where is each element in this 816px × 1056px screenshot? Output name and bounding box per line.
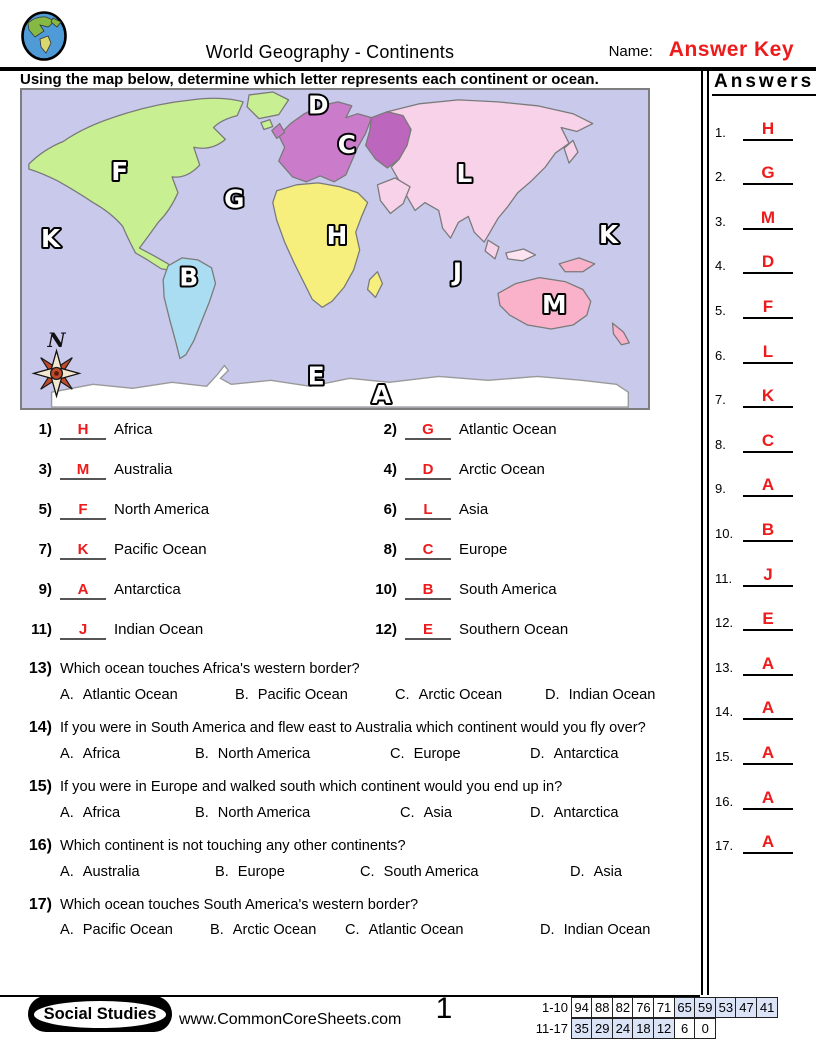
answer-blank bbox=[743, 655, 793, 676]
option-text: Africa bbox=[82, 804, 121, 821]
answer-blank bbox=[743, 298, 793, 319]
answer-letter: A bbox=[761, 475, 775, 495]
greenland bbox=[247, 92, 288, 119]
answer-blank bbox=[743, 744, 793, 765]
question-label: Africa bbox=[114, 421, 153, 438]
answer-number: 11. bbox=[715, 570, 733, 586]
match-question bbox=[20, 621, 365, 661]
mc-option bbox=[60, 805, 195, 821]
world-map bbox=[20, 88, 650, 410]
answer-blank bbox=[60, 501, 106, 520]
grade-cell: 88 bbox=[591, 997, 613, 1018]
answer-item bbox=[715, 274, 811, 319]
grade-cell: 12 bbox=[653, 1018, 675, 1039]
answer-item bbox=[715, 631, 811, 676]
mc-option bbox=[530, 805, 696, 821]
answer-blank bbox=[743, 209, 793, 230]
question-text: If you were in South America and flew east to Australia which continent would you fly over? bbox=[60, 719, 646, 736]
answer-letter: F bbox=[762, 296, 774, 316]
answer-blank bbox=[743, 566, 793, 587]
mc-options bbox=[60, 746, 696, 762]
grade-cell: 29 bbox=[591, 1018, 613, 1039]
question-label: Arctic Ocean bbox=[459, 461, 545, 478]
mc-option bbox=[390, 746, 530, 762]
answer-letter: D bbox=[422, 461, 434, 478]
mc-option bbox=[545, 687, 696, 703]
question-number: 7) bbox=[38, 541, 52, 558]
answer-letter: A bbox=[761, 787, 775, 807]
answer-blank bbox=[743, 387, 793, 408]
answer-key-text: Answer Key bbox=[668, 38, 794, 61]
iceland bbox=[261, 120, 273, 130]
matching-questions bbox=[20, 421, 692, 661]
answer-number: 16. bbox=[715, 793, 734, 809]
mc-question bbox=[20, 895, 696, 939]
answer-letter: G bbox=[422, 421, 434, 438]
answer-blank bbox=[743, 432, 793, 453]
answer-letter: G bbox=[761, 163, 775, 183]
mc-option bbox=[195, 746, 390, 762]
option-letter: B. bbox=[195, 745, 209, 762]
answer-number: 8. bbox=[715, 436, 726, 452]
question-number: 12) bbox=[375, 621, 397, 638]
answer-blank bbox=[743, 789, 793, 810]
option-letter: D. bbox=[530, 804, 545, 821]
option-letter: A. bbox=[60, 922, 74, 939]
answer-item bbox=[715, 497, 811, 542]
option-text: Antarctica bbox=[553, 804, 619, 821]
question-number: 6) bbox=[383, 501, 397, 518]
mc-option bbox=[195, 805, 400, 821]
answer-letter: A bbox=[761, 698, 775, 718]
answer-number: 5. bbox=[715, 302, 726, 318]
page-number: 1 bbox=[435, 992, 453, 1025]
answer-blank bbox=[743, 120, 793, 141]
mc-option bbox=[60, 864, 215, 880]
question-number: 2) bbox=[383, 421, 397, 438]
answer-letter: J bbox=[763, 564, 773, 584]
option-text: Pacific Ocean bbox=[82, 922, 173, 939]
new-zealand bbox=[613, 323, 630, 345]
answer-letter: A bbox=[761, 653, 775, 673]
answer-number: 7. bbox=[715, 392, 726, 408]
map-letter-H: H bbox=[326, 221, 348, 251]
grade-cell: 94 bbox=[571, 997, 593, 1018]
answer-item bbox=[715, 720, 811, 765]
mc-option bbox=[235, 687, 395, 703]
answer-item bbox=[715, 587, 811, 632]
continent-antarctica bbox=[52, 366, 629, 407]
answer-blank bbox=[405, 621, 451, 640]
grade-row bbox=[524, 997, 778, 1018]
answer-letter: E bbox=[422, 621, 433, 638]
option-text: Asia bbox=[593, 863, 622, 880]
option-text: Indian Ocean bbox=[563, 922, 651, 939]
answer-number: 1. bbox=[715, 124, 726, 140]
answer-blank bbox=[743, 699, 793, 720]
answer-item bbox=[715, 453, 811, 498]
answer-letter: E bbox=[762, 609, 774, 629]
option-letter: D. bbox=[540, 922, 555, 939]
question-label: Antarctica bbox=[114, 581, 181, 598]
option-text: Arctic Ocean bbox=[232, 922, 317, 939]
grade-cell: 59 bbox=[694, 997, 716, 1018]
mc-options bbox=[60, 922, 696, 938]
answer-number: 15. bbox=[715, 748, 734, 764]
answer-number: 4. bbox=[715, 258, 726, 274]
answer-letter: L bbox=[762, 341, 774, 361]
answer-item bbox=[715, 542, 811, 587]
match-question bbox=[365, 541, 692, 581]
option-text: Atlantic Ocean bbox=[368, 922, 464, 939]
question-label: Europe bbox=[459, 541, 508, 558]
mc-option bbox=[215, 864, 360, 880]
mc-options bbox=[60, 864, 696, 880]
continent-north-america bbox=[29, 98, 243, 270]
grade-range-label: 1-10 bbox=[541, 1000, 568, 1015]
option-letter: A. bbox=[60, 863, 74, 880]
answer-letter: K bbox=[77, 541, 89, 558]
grade-cell: 71 bbox=[653, 997, 675, 1018]
answer-blank bbox=[743, 610, 793, 631]
option-text: Pacific Ocean bbox=[257, 686, 348, 703]
answer-number: 3. bbox=[715, 213, 726, 229]
option-text: Europe bbox=[237, 863, 285, 880]
question-number: 13) bbox=[28, 660, 52, 677]
mc-question bbox=[20, 659, 696, 703]
page-title: World Geography - Continents bbox=[205, 42, 455, 62]
option-text: Asia bbox=[423, 804, 452, 821]
answer-blank bbox=[743, 343, 793, 364]
option-text: Australia bbox=[82, 863, 140, 880]
option-text: Atlantic Ocean bbox=[82, 686, 178, 703]
grade-cell: 6 bbox=[674, 1018, 696, 1039]
answers-panel bbox=[701, 70, 816, 995]
question-label: Southern Ocean bbox=[459, 621, 569, 638]
question-label: South America bbox=[459, 581, 557, 598]
option-letter: A. bbox=[60, 804, 74, 821]
question-number: 16) bbox=[28, 836, 52, 854]
question-text: Which ocean touches South America's western border? bbox=[60, 896, 419, 913]
question-number: 8) bbox=[383, 541, 397, 558]
question-number: 14) bbox=[28, 718, 52, 736]
question-text: If you were in Europe and walked south which continent would you end up in? bbox=[60, 778, 563, 795]
mc-option bbox=[210, 922, 345, 938]
answer-letter: K bbox=[761, 386, 775, 406]
answer-item bbox=[715, 96, 811, 141]
answer-letter: A bbox=[761, 832, 775, 852]
answer-blank bbox=[405, 461, 451, 480]
option-letter: A. bbox=[60, 686, 74, 703]
answer-blank bbox=[743, 476, 793, 497]
website-text: www.CommonCoreSheets.com bbox=[179, 1011, 402, 1028]
answer-item bbox=[715, 230, 811, 275]
answer-item bbox=[715, 810, 811, 855]
answer-number: 14. bbox=[715, 704, 734, 720]
question-number: 17) bbox=[28, 895, 52, 913]
answer-number: 10. bbox=[715, 525, 734, 541]
madagascar bbox=[368, 272, 383, 298]
answer-letter: F bbox=[78, 501, 88, 518]
match-question bbox=[20, 461, 365, 501]
question-number: 10) bbox=[375, 581, 397, 598]
match-question bbox=[20, 421, 365, 461]
answer-letter: J bbox=[78, 621, 88, 638]
question-number: 9) bbox=[38, 581, 52, 598]
option-letter: D. bbox=[570, 863, 585, 880]
option-letter: C. bbox=[360, 863, 375, 880]
mc-option bbox=[60, 746, 195, 762]
match-question bbox=[365, 421, 692, 461]
subject-badge-label: Social Studies bbox=[34, 1001, 167, 1028]
answer-item bbox=[715, 765, 811, 810]
option-letter: C. bbox=[395, 686, 410, 703]
option-letter: B. bbox=[195, 804, 209, 821]
answer-letter: B bbox=[422, 581, 434, 598]
answer-item bbox=[715, 319, 811, 364]
instruction-text: Using the map below, determine which letter represents each continent or ocean. bbox=[20, 71, 599, 88]
mc-option bbox=[395, 687, 545, 703]
continent-asia bbox=[387, 100, 592, 242]
answer-number: 2. bbox=[715, 169, 726, 185]
answer-letter: A bbox=[77, 581, 89, 598]
match-question bbox=[20, 541, 365, 581]
answer-number: 17. bbox=[715, 838, 734, 854]
answer-blank bbox=[60, 461, 106, 480]
option-letter: C. bbox=[400, 804, 415, 821]
answer-letter: C bbox=[422, 541, 434, 558]
option-letter: C. bbox=[345, 922, 360, 939]
option-letter: B. bbox=[210, 922, 224, 939]
option-text: Antarctica bbox=[553, 745, 619, 762]
multiple-choice-questions bbox=[20, 659, 696, 953]
grade-cell: 0 bbox=[694, 1018, 716, 1039]
answer-blank bbox=[405, 421, 451, 440]
map-letter-K: K bbox=[598, 220, 619, 250]
mc-question bbox=[20, 836, 696, 880]
option-text: South America bbox=[383, 863, 479, 880]
mc-question bbox=[20, 718, 696, 762]
match-question bbox=[20, 501, 365, 541]
grading-table bbox=[524, 997, 778, 1039]
option-letter: D. bbox=[545, 686, 560, 703]
question-number: 1) bbox=[38, 421, 52, 438]
grade-cell: 82 bbox=[612, 997, 634, 1018]
arabian-peninsula bbox=[377, 178, 410, 214]
question-label: Indian Ocean bbox=[114, 621, 204, 638]
mc-options bbox=[60, 687, 696, 703]
answers-list bbox=[715, 96, 811, 854]
mc-option bbox=[345, 922, 540, 938]
map-letter-M: M bbox=[541, 290, 567, 320]
option-letter: A. bbox=[60, 745, 74, 762]
option-text: Arctic Ocean bbox=[418, 686, 503, 703]
mc-option bbox=[60, 687, 235, 703]
question-label: North America bbox=[114, 501, 210, 518]
answer-blank bbox=[60, 621, 106, 640]
question-label: Asia bbox=[459, 501, 489, 518]
answer-blank bbox=[60, 581, 106, 600]
answer-letter: H bbox=[761, 118, 775, 138]
question-text: Which continent is not touching any other continents? bbox=[60, 837, 406, 854]
answer-letter: H bbox=[77, 421, 89, 438]
answer-letter: A bbox=[761, 742, 775, 762]
map-letter-J: J bbox=[452, 257, 463, 287]
map-letter-L: L bbox=[456, 158, 473, 188]
mc-option bbox=[60, 922, 210, 938]
option-letter: B. bbox=[235, 686, 249, 703]
answer-letter: L bbox=[423, 501, 433, 518]
answer-blank bbox=[60, 421, 106, 440]
answer-blank bbox=[743, 253, 793, 274]
grade-cell: 18 bbox=[632, 1018, 654, 1039]
question-label: Pacific Ocean bbox=[114, 541, 207, 558]
match-question bbox=[20, 581, 365, 621]
question-text: Which ocean touches Africa's western border? bbox=[60, 661, 360, 677]
answer-item bbox=[715, 141, 811, 186]
answers-title: Answers bbox=[712, 71, 816, 96]
question-label: Australia bbox=[114, 461, 173, 478]
grade-cell: 35 bbox=[571, 1018, 593, 1039]
option-letter: B. bbox=[215, 863, 229, 880]
indonesia bbox=[506, 249, 536, 261]
world-map-svg bbox=[22, 90, 648, 408]
answer-item bbox=[715, 408, 811, 453]
compass-rose bbox=[34, 328, 79, 396]
question-label: Atlantic Ocean bbox=[459, 421, 557, 438]
compass-north-label: N bbox=[47, 327, 66, 352]
option-letter: D. bbox=[530, 745, 545, 762]
match-question bbox=[365, 461, 692, 501]
answer-letter: M bbox=[76, 461, 90, 478]
question-number: 3) bbox=[38, 461, 52, 478]
grade-row bbox=[524, 1018, 778, 1039]
answer-blank bbox=[405, 541, 451, 560]
header-divider bbox=[0, 67, 816, 71]
map-letter-D: D bbox=[307, 90, 329, 120]
option-text: North America bbox=[217, 745, 311, 762]
map-letter-C: C bbox=[337, 130, 356, 160]
match-question bbox=[365, 581, 692, 621]
option-text: Africa bbox=[82, 745, 121, 762]
mc-options bbox=[60, 805, 696, 821]
grade-cell: 76 bbox=[632, 997, 654, 1018]
mc-option bbox=[530, 746, 696, 762]
map-letter-B: B bbox=[179, 262, 199, 292]
mc-option bbox=[570, 864, 696, 880]
mc-option bbox=[540, 922, 696, 938]
answer-blank bbox=[743, 164, 793, 185]
option-text: Indian Ocean bbox=[568, 686, 656, 703]
question-number: 11) bbox=[31, 621, 52, 638]
grade-cell: 24 bbox=[612, 1018, 634, 1039]
new-guinea bbox=[559, 258, 595, 272]
answer-item bbox=[715, 185, 811, 230]
answer-blank bbox=[743, 521, 793, 542]
map-letter-A: A bbox=[371, 380, 391, 408]
southeast-asia-islands bbox=[485, 240, 499, 259]
option-text: North America bbox=[217, 804, 311, 821]
grade-cell: 53 bbox=[715, 997, 737, 1018]
answer-number: 12. bbox=[715, 615, 734, 631]
grade-cell: 47 bbox=[735, 997, 757, 1018]
map-letter-G: G bbox=[224, 184, 245, 214]
answer-blank bbox=[405, 581, 451, 600]
mc-option bbox=[360, 864, 570, 880]
answer-blank bbox=[405, 501, 451, 520]
answer-letter: D bbox=[761, 252, 775, 272]
name-label: Name: bbox=[608, 43, 653, 60]
answer-number: 9. bbox=[715, 481, 726, 497]
answer-number: 6. bbox=[715, 347, 726, 363]
question-number: 4) bbox=[383, 461, 397, 478]
answer-letter: C bbox=[761, 430, 775, 450]
grade-cell: 65 bbox=[674, 997, 696, 1018]
option-letter: C. bbox=[390, 745, 405, 762]
answer-blank bbox=[60, 541, 106, 560]
map-letter-F: F bbox=[111, 156, 129, 186]
answer-letter: B bbox=[761, 519, 775, 539]
question-number: 5) bbox=[38, 501, 52, 518]
match-question bbox=[365, 621, 692, 661]
mc-question bbox=[20, 777, 696, 821]
question-number: 15) bbox=[28, 777, 52, 795]
match-question bbox=[365, 501, 692, 541]
answer-letter: M bbox=[760, 207, 776, 227]
continent-africa bbox=[273, 183, 368, 307]
answer-item bbox=[715, 364, 811, 409]
map-letter-E: E bbox=[307, 361, 325, 391]
answer-blank bbox=[743, 833, 793, 854]
subject-badge bbox=[28, 996, 172, 1032]
option-text: Europe bbox=[413, 745, 461, 762]
globe-icon bbox=[20, 10, 68, 62]
map-letter-K: K bbox=[41, 224, 61, 254]
answer-number: 13. bbox=[715, 659, 734, 675]
name-row bbox=[609, 38, 794, 62]
grade-cell: 41 bbox=[756, 997, 778, 1018]
grade-range-label: 11-17 bbox=[535, 1021, 568, 1036]
answer-item bbox=[715, 676, 811, 721]
mc-option bbox=[400, 805, 530, 821]
